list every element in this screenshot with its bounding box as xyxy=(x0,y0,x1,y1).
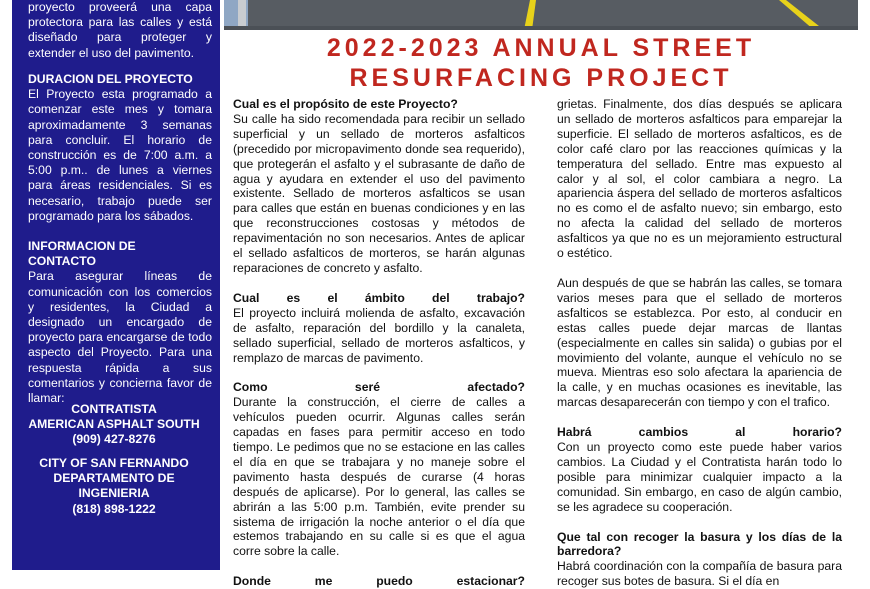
answer-trash: Habrá coordinación con la compañía de basura para recoger sus botes de basura. Si el día en xyxy=(557,559,842,589)
answer-purpose: Su calle ha sido recomendada para recibir un sellado superficial y un sellado de morteros asfalticos (precedido por micropavimento donde sea requerido), que protegerán el asfalto y el subrasante de daño de agua y ayudara en extender el uso del pavimento existente. Sellado de morteros asfalticos se usan para calles que están en buenas condiciones y en las que reconstrucciones costosas y métodos de repavimentación no son necesarios. Antes de aplicar el sellado asfalticos de morteros, se harán algunas reparaciones de concreto y asfalto. xyxy=(233,111,525,275)
title-line1: 2022-2023 ANNUAL STREET xyxy=(326,34,756,62)
title-line2: RESURFACING PROJECT xyxy=(349,64,733,92)
street-photo xyxy=(224,0,858,30)
city-block xyxy=(22,456,206,517)
city-line3: INGENIERIA xyxy=(78,486,150,501)
answer-tire-marks: Aun después de que se habrán las calles, se tomara varios meses para que el sellado de morteros asfalticos se establezca. Por esto, al conducir en estas calles puede dejar marcas de llantas (especialmente en calles sin salida) o gubias por el movimiento del volante, aunque el vehículo no se mueva. Mientras eso solo afectara la apariencia de la calle, y en muchas ocasiones es inevitable, las marcas desaparecerán con tiempo y con el trafico. xyxy=(557,275,842,410)
sidebar-intro-block xyxy=(28,0,212,61)
question-scope: Cual es el ámbito del trabajo? xyxy=(233,290,525,305)
city-line1: CITY OF SAN FERNANDO xyxy=(39,456,189,470)
contractor-label: CONTRATISTA xyxy=(71,402,157,416)
contractor-phone: (909) 427-8276 xyxy=(72,432,156,447)
answer-scope: El proyecto incluirá molienda de asfalto, excavación de asfalto, reparación del bordillo y la canaleta, sellado superficial, sellado de morteros asfalticos, y remplazo de marcas de pavimento. xyxy=(233,305,525,365)
answer-schedule: Con un proyecto como este puede haber varios cambios. La Ciudad y el Contratista harán todo lo posible para minimizar cualquier impacto a la comunidad. Sin embargo, en caso de algún cambio, se les agradece su cooperación. xyxy=(557,440,842,514)
question-schedule: Habrá cambios al horario? xyxy=(557,425,842,440)
street-photo-graphic xyxy=(224,0,858,30)
sidebar-intro: proyecto proveerá una capa protectora para las calles y está diseñado para proteger y extender el uso del pavimento. xyxy=(28,0,212,60)
contact-heading-line1: INFORMACION DE xyxy=(28,239,136,253)
question-trash: Que tal con recoger la basura y los días de la barredora? xyxy=(557,529,842,559)
city-line2: DEPARTAMENTO DE xyxy=(53,471,175,486)
sidebar-contact-block xyxy=(28,239,212,406)
city-phone: (818) 898-1222 xyxy=(72,501,156,516)
article-column-1 xyxy=(233,97,525,589)
duration-heading: DURACION DEL PROYECTO xyxy=(28,72,193,86)
contact-heading-line2: CONTACTO xyxy=(28,254,96,269)
duration-text: El Proyecto esta programado a comenzar este mes y tomara aproximadamente 3 semanas para concluir. El horario de construcción es de 7:00 a.m. a 5:00 p.m.. de lunes a viernes para áreas residenciales. Si es necesario, trabajo puede ser programado para los sábados. xyxy=(28,87,212,223)
answer-affected: Durante la construcción, el cierre de calles a vehículos pueden ocurrir. Algunas calles serán capadas en fases para permitir acceso en todo tiempo. Le pedimos que no se estacione en las calles el día en que se trabajara y no maneje sobre el pavimento hasta después de curarse (4 horas después de aplicarse). Por lo general, las calles se abrirán a las 5:00 p.m. También, evite prender su sistema de irrigación la noche anterior o el día que estemos trabajando en su calle si es que el agua corre sobre la calle. xyxy=(233,395,525,559)
answer-process-continued: grietas. Finalmente, dos días después se aplicara un sellado de morteros asfalticos para emparejar la superficie. El sellado de morteros asfalticos, es de color café claro por las reacciones químicas y la temperatura del sellado. Entre mas expuesto al calor y al sol, el color cambiara a negro. La apariencia áspera del sellado de morteros asfalticos no es como el de asfalto nuevo; sin embargo, esto no afecta la calidad del sellado de morteros asfalticos ya que no es un mejoramiento estructural o estético. xyxy=(557,97,842,261)
contact-text: Para asegurar líneas de comunicación con los comercios y residentes, la Ciudad a designado un encargado de proyecto para encargarse de todo aspecto del Proyecto. Para una respuesta rápida a sus comentarios y concierna favor de llamar: xyxy=(28,269,212,406)
article-column-2 xyxy=(557,97,842,589)
question-parking: Donde me puedo estacionar? xyxy=(233,574,525,589)
question-affected: Como seré afectado? xyxy=(233,380,525,395)
contractor-block xyxy=(22,402,206,448)
sidebar-duration-block xyxy=(28,72,212,224)
question-purpose: Cual es el propósito de este Proyecto? xyxy=(233,97,458,111)
contractor-name: AMERICAN ASPHALT SOUTH xyxy=(28,417,200,432)
